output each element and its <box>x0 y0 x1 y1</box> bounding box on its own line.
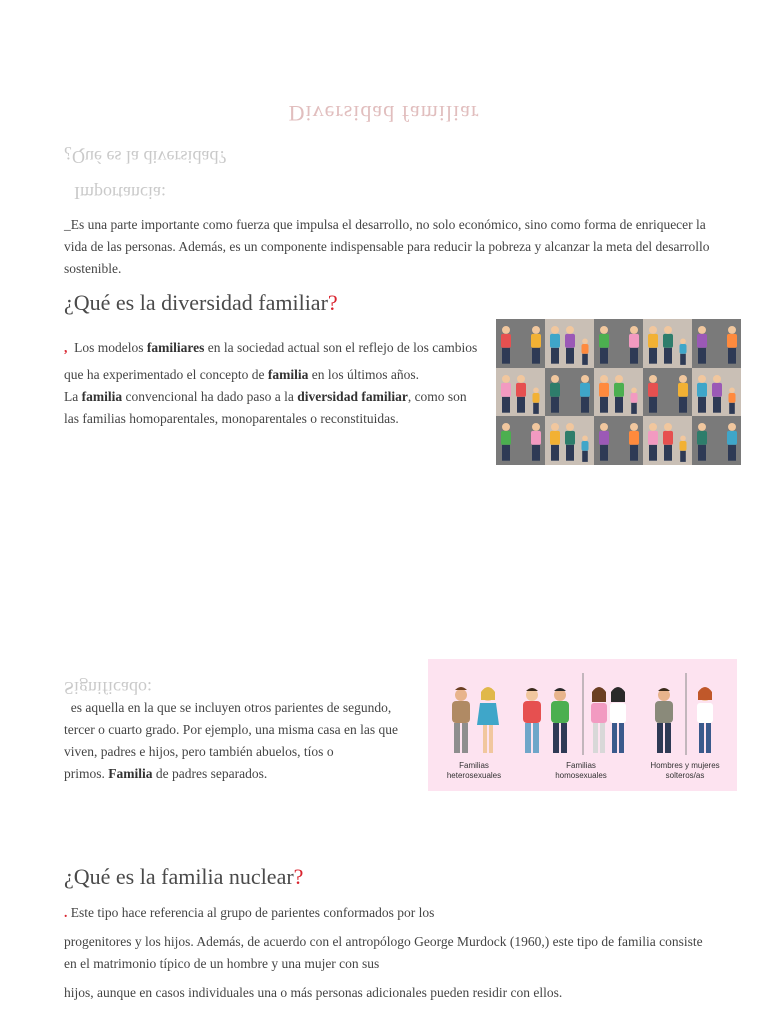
family-member-figure <box>599 326 609 364</box>
text-run: Este tipo hace referencia al grupo de parientes conformados por los <box>70 905 435 920</box>
label-single-adults <box>640 761 730 781</box>
person-figure <box>655 688 673 753</box>
family-grid-cell <box>545 368 594 417</box>
bullet-mark: . <box>64 905 68 920</box>
text-run: en los últimos años. <box>308 367 420 382</box>
family-member-figure <box>550 423 560 461</box>
text-run: que ha experimentado el concepto de <box>64 367 268 382</box>
family-member-figure <box>727 326 737 364</box>
label-line: Hombres y mujeres <box>650 761 720 770</box>
mirrored-title: Diversidad familiar <box>288 101 480 126</box>
family-member-figure <box>712 375 722 413</box>
family-member-figure <box>680 436 687 462</box>
text-run: viven, padres e hijos, pero también abuelos, tíos o <box>64 744 334 759</box>
family-member-figure <box>531 423 541 461</box>
person-figure <box>452 687 470 753</box>
person-figure <box>591 687 607 753</box>
family-grid-cell <box>545 416 594 465</box>
family-types-illustration <box>428 659 737 791</box>
family-member-figure <box>697 326 707 364</box>
family-member-figure <box>599 375 609 413</box>
family-grid-cell <box>594 368 643 417</box>
family-member-figure <box>648 326 658 364</box>
person-figure <box>477 687 499 753</box>
bold-term: familiares <box>146 340 205 355</box>
family-member-figure <box>629 423 639 461</box>
family-grid-cell <box>594 319 643 368</box>
family-member-figure <box>631 387 638 413</box>
text-run: convencional ha dado paso a la <box>122 389 298 404</box>
section-heading-nuclear-family <box>64 864 303 890</box>
label-heterosexual-families <box>434 761 514 781</box>
text-run: primos. <box>64 766 109 781</box>
family-member-figure <box>680 338 687 364</box>
family-member-figure <box>565 326 575 364</box>
family-member-figure <box>565 423 575 461</box>
label-line: Familias <box>459 761 489 770</box>
bold-term: familia <box>81 389 123 404</box>
family-grid-cell <box>496 368 545 417</box>
family-member-figure <box>727 423 737 461</box>
question-mark: ? <box>293 864 304 889</box>
family-member-figure <box>501 375 511 413</box>
family-member-figure <box>550 326 560 364</box>
text-run: progenitores y los hijos. Además, de acuerdo con el antropólogo George Murdock (1960,) este tipo de familia consiste <box>64 934 703 949</box>
family-grid-cell <box>692 319 741 368</box>
family-member-figure <box>582 436 589 462</box>
family-grid-cell <box>643 319 692 368</box>
section3-text <box>64 902 744 1004</box>
section1-text <box>64 337 484 430</box>
label-line: Familias <box>566 761 596 770</box>
text-run: es aquella en la que se incluyen otros parientes de segundo, <box>70 700 392 715</box>
text-run: tercer o cuarto grado. Por ejemplo, una misma casa en las que <box>64 722 398 737</box>
family-member-figure <box>582 338 589 364</box>
text-run: las familias homoparentales, monoparentales o reconstituidas. <box>64 411 399 426</box>
text-run: La <box>64 389 82 404</box>
heading-text: ¿Qué es la diversidad familiar <box>64 290 328 315</box>
family-member-figure <box>580 375 590 413</box>
section-heading-family-diversity <box>64 290 338 316</box>
family-member-figure <box>629 326 639 364</box>
family-member-figure <box>697 375 707 413</box>
bold-term: Familia <box>108 766 153 781</box>
family-member-figure <box>729 387 736 413</box>
label-line: solteros/as <box>665 771 705 780</box>
family-grid-cell <box>496 416 545 465</box>
text-run: hijos, aunque en casos individuales una o más personas adicionales pueden residir con ellos. <box>64 985 563 1000</box>
mirrored-heading-diversity: ¿Qué es la diversidad? <box>64 147 227 167</box>
heading-text: ¿Qué es la familia nuclear <box>64 864 294 889</box>
family-grid-cell <box>496 319 545 368</box>
family-member-figure <box>663 326 673 364</box>
family-member-figure <box>599 423 609 461</box>
family-member-figure <box>648 423 658 461</box>
person-figure <box>697 687 713 753</box>
label-line: homosexuales <box>555 771 607 780</box>
text-run: Los modelos <box>74 340 147 355</box>
family-grid-cell <box>545 319 594 368</box>
family-grid-cell <box>594 416 643 465</box>
section2-text <box>64 697 414 785</box>
family-member-figure <box>501 423 511 461</box>
family-member-figure <box>531 326 541 364</box>
question-mark: ? <box>327 290 338 315</box>
person-figure <box>610 687 626 753</box>
text-run: en la sociedad actual son el reflejo de los cambios <box>204 340 478 355</box>
person-figure <box>523 688 541 753</box>
bullet-mark: , <box>64 340 68 355</box>
family-grid-cell <box>692 368 741 417</box>
intro-paragraph: _Es una parte importante como fuerza que impulsa el desarrollo, no solo económico, sino como forma de enriquecer la vida de las personas. Además, es un componente indispensable para reducir la pobreza y alcanzar la meta del desarrollo sostenible. <box>64 217 710 276</box>
text-run: de padres separados. <box>152 766 268 781</box>
family-grid-cell <box>692 416 741 465</box>
person-figure <box>551 688 569 753</box>
label-line: heterosexuales <box>446 771 502 780</box>
family-member-figure <box>614 375 624 413</box>
family-member-figure <box>678 375 688 413</box>
family-grid-cell <box>643 368 692 417</box>
family-member-figure <box>697 423 707 461</box>
bold-term: diversidad familiar <box>297 389 408 404</box>
family-member-figure <box>533 387 540 413</box>
family-member-figure <box>648 375 658 413</box>
family-member-figure <box>516 375 526 413</box>
text-run: , como son <box>407 389 467 404</box>
family-member-figure <box>663 423 673 461</box>
text-run: en el matrimonio típico de un hombre y una mujer con sus <box>64 956 380 971</box>
label-homosexual-families <box>541 761 621 781</box>
family-member-figure <box>550 375 560 413</box>
family-grid-cell <box>643 416 692 465</box>
family-member-figure <box>501 326 511 364</box>
mirrored-heading-importance: Importancia: <box>74 183 166 203</box>
mirrored-heading-meaning: Significado: <box>64 678 152 698</box>
bold-term: familia <box>267 367 309 382</box>
family-grid-illustration <box>496 319 741 465</box>
